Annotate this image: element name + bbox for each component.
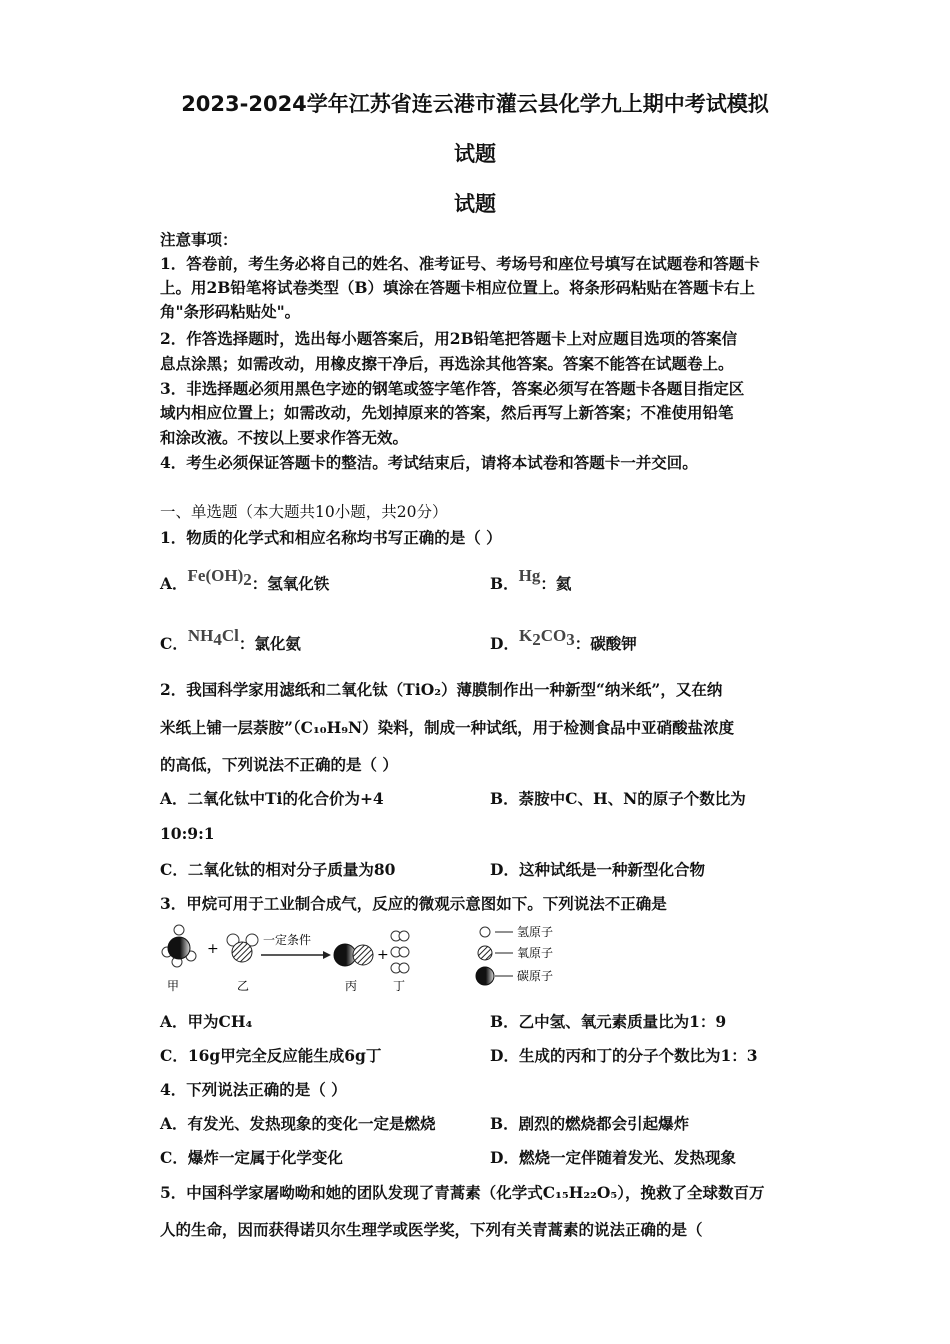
q2-option-a: A．二氧化钛中Ti的化合价为+4 <box>160 789 384 808</box>
note-line: 1．答卷前，考生务必将自己的姓名、准考证号、考场号和座位号填写在试题卷和答题卡 <box>160 254 760 273</box>
q3-option-b: B．乙中氢、氧元素质量比为1：9 <box>490 1012 727 1031</box>
q1-option-a: A．$Fe(OH)_2$：氢氧化铁 <box>160 566 330 593</box>
svg-text:氧原子: 氧原子 <box>517 946 554 960</box>
notes-heading: 注意事项： <box>160 230 238 249</box>
note-line: 和涂改液。不按以上要求作答无效。 <box>160 428 409 447</box>
doc-title: 2023-2024学年江苏省连云港市灌云县化学九上期中考试模拟 <box>181 92 769 116</box>
q2-stem: 的高低，下列说法不正确的是（ ） <box>160 755 398 774</box>
svg-text:丙: 丙 <box>345 979 358 993</box>
note-line: 域内相应位置上；如需改动，先划掉原来的答案，然后再写上新答案；不准使用铅笔 <box>160 403 734 422</box>
q2-option-c: C．二氧化钛的相对分子质量为80 <box>160 860 396 879</box>
svg-text:+: + <box>377 947 389 963</box>
section-heading: 一、单选题（本大题共10小题，共20分） <box>160 503 448 521</box>
q3-option-c: C．16g甲完全反应能生成6g丁 <box>160 1046 382 1065</box>
svg-text:丁: 丁 <box>393 979 406 993</box>
q2-stem: 2．我国科学家用滤纸和二氧化钛（TiO₂）薄膜制作出一种新型“纳米纸”，又在纳 <box>160 680 723 699</box>
q4-option-b: B．剧烈的燃烧都会引起爆炸 <box>490 1114 690 1133</box>
q1-option-d: D．$K_2CO_3$：碳酸钾 <box>490 626 637 653</box>
methane-molecule-icon <box>162 925 196 967</box>
note-line: 3．非选择题必须用黑色字迹的钢笔或签字笔作答，答案必须写在答题卡各题目指定区 <box>160 379 745 398</box>
note-line: 2．作答选择题时，选出每小题答案后，用2B铅笔把答题卡上对应题目选项的答案信 <box>160 329 738 348</box>
svg-text:乙: 乙 <box>237 979 250 993</box>
q1-option-c: C．$NH_4Cl$：氯化氨 <box>160 626 301 653</box>
note-line: 上。用2B铅笔将试卷类型（B）填涂在答题卡相应位置上。将条形码粘贴在答题卡右上 <box>160 278 755 297</box>
svg-text:一定条件: 一定条件 <box>263 933 312 947</box>
reaction-diagram <box>155 922 605 997</box>
legend <box>476 925 553 985</box>
q2-option-d: D．这种试纸是一种新型化合物 <box>490 860 705 879</box>
svg-text:氢原子: 氢原子 <box>517 925 554 939</box>
water-molecule-icon <box>227 934 258 962</box>
q5-stem: 人的生命，因而获得诺贝尔生理学或医学奖，下列有关青蒿素的说法正确的是（ <box>160 1220 703 1239</box>
q3-stem: 3．甲烷可用于工业制合成气，反应的微观示意图如下。下列说法不正确是 <box>160 894 667 913</box>
q2-option-b: B．萘胺中C、H、N的原子个数比为 <box>490 789 746 808</box>
q4-option-c: C．爆炸一定属于化学变化 <box>160 1148 343 1167</box>
q4-option-d: D．燃烧一定伴随着发光、发热现象 <box>490 1148 736 1167</box>
svg-text:+: + <box>207 941 219 957</box>
q1-stem: 1．物质的化学式和相应名称均书写正确的是（ ） <box>160 528 502 547</box>
q2-stem: 米纸上铺一层萘胺”（C₁₀H₉N）染料，制成一种试纸，用于检测食品中亚硝酸盐浓度 <box>160 718 735 737</box>
svg-text:碳原子: 碳原子 <box>517 969 554 983</box>
q3-option-d: D．生成的丙和丁的分子个数比为1：3 <box>490 1046 758 1065</box>
note-line: 角"条形码粘贴处"。 <box>160 302 301 321</box>
q4-option-a: A．有发光、发热现象的变化一定是燃烧 <box>160 1114 436 1133</box>
hydrogen-molecules-icon <box>391 931 409 973</box>
co-molecule-icon <box>334 944 373 966</box>
q1-option-b: B．Hg：氦 <box>490 566 572 593</box>
q2-option-b-cont: 10:9:1 <box>160 824 215 843</box>
doc-subtitle: 试题 <box>454 192 496 216</box>
note-line: 息点涂黑；如需改动，用橡皮擦干净后，再选涂其他答案。答案不能答在试题卷上。 <box>160 354 734 373</box>
q3-option-a: A．甲为CH₄ <box>160 1012 253 1031</box>
q4-stem: 4．下列说法正确的是（ ） <box>160 1080 347 1099</box>
svg-text:甲: 甲 <box>167 979 180 993</box>
q5-stem: 5．中国科学家屠呦呦和她的团队发现了青蒿素（化学式C₁₅H₂₂O₅），挽救了全球数百万 <box>160 1183 765 1202</box>
doc-title-cont: 试题 <box>454 142 496 166</box>
note-line: 4．考生必须保证答题卡的整洁。考试结束后，请将本试卷和答题卡一并交回。 <box>160 453 698 472</box>
